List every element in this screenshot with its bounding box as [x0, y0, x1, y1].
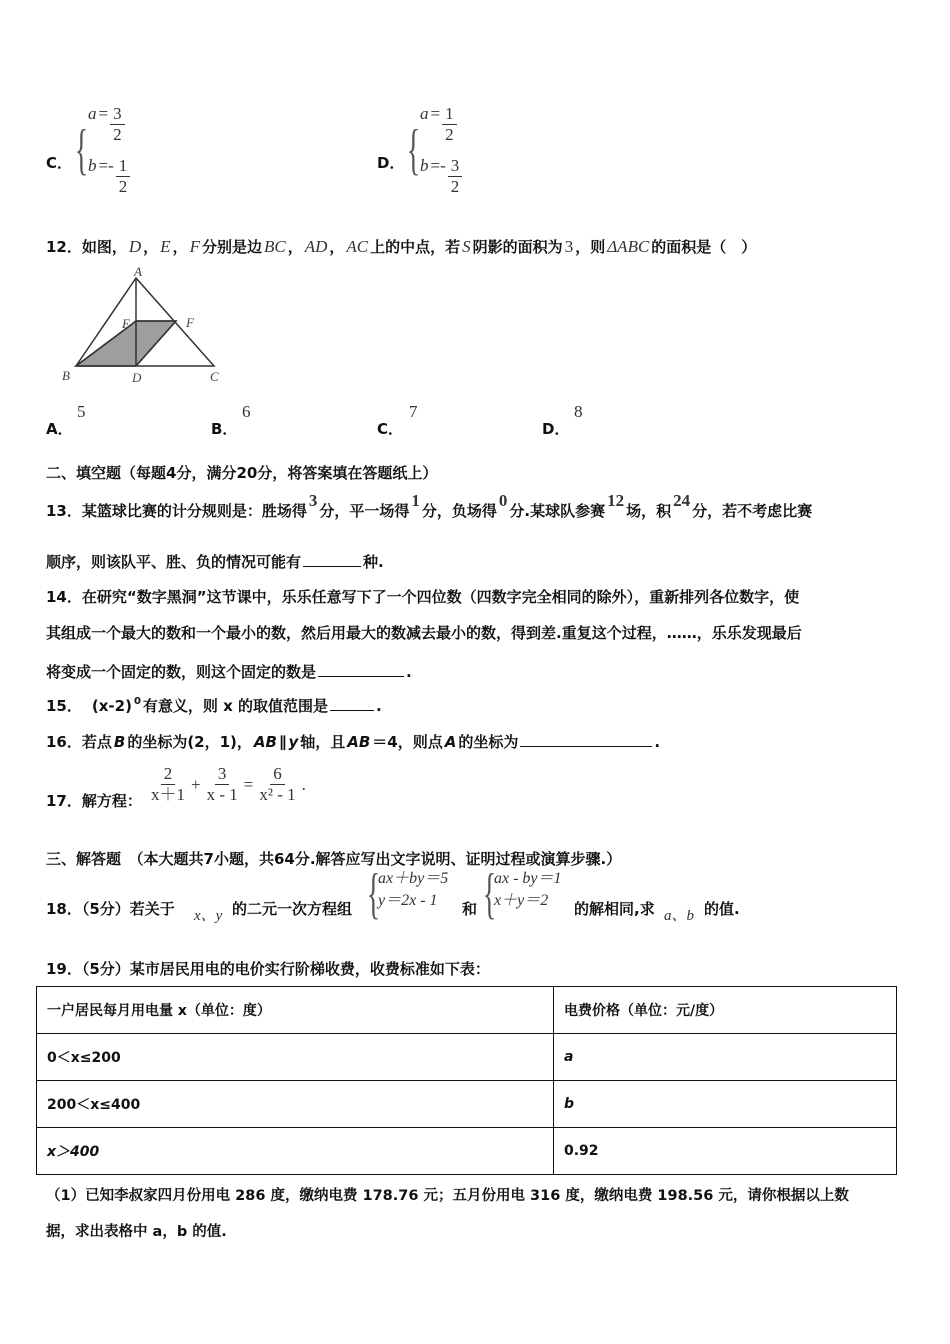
answer-blank	[318, 660, 404, 677]
table-cell-price: a	[554, 1034, 897, 1081]
table-cell-range: 200＜x≤400	[37, 1081, 554, 1128]
q12-option-c-label: C．	[377, 420, 404, 438]
fraction: $\frac{1}{2}$	[116, 156, 131, 197]
table-cell-range: 0＜x≤200	[37, 1034, 554, 1081]
q12-option-d-label: D．	[542, 420, 570, 438]
pricing-table	[36, 986, 897, 1175]
q18-prefix: 18．（5分）若关于	[46, 900, 175, 918]
fraction: $\frac{1}{2}$	[442, 104, 457, 145]
answer-blank	[520, 730, 652, 747]
fraction-3: $\frac{6}{\text{x² - 1}}$	[259, 764, 296, 804]
label-b: B	[62, 368, 70, 383]
q12-option-b-value: 6	[242, 402, 251, 421]
q12-question: 12．如图， D ， E ， F 分别是边 BC ， AD ， AC 上的中点，若 S 阴影的面积为 3 ，则 ΔABC 的面积是（ ）	[46, 237, 757, 256]
q12-option-c-value: 7	[409, 402, 418, 421]
table-header-usage: 一户居民每月用电量 x（单位：度）	[37, 987, 554, 1034]
q14-line-2: 其组成一个最大的数和一个最小的数，然后用最大的数减去最小的数，得到差.重复这个过程，……，乐乐发现最后	[46, 624, 802, 642]
fraction: $\frac{3}{2}$	[110, 104, 125, 145]
eq: =	[98, 104, 109, 123]
q17-label: 17．解方程：	[46, 792, 142, 810]
section-3-heading: 三、解答题 （本大题共7小题，共64分.解答应写出文字说明、证明过程或演算步骤.）	[46, 850, 622, 868]
q13-line-1: 13．某篮球比赛的计分规则是：胜场得 3 分，平一场得 1 分，负场得 0 分.某球队参赛 12 场，积 24 分，若不考虑比赛	[46, 491, 813, 520]
q15-question: 15． (x-2) 0 有意义，则 x 的取值范围是 .	[46, 696, 382, 715]
var-a: a	[88, 104, 97, 123]
q18-vars-ab: a、b	[664, 908, 695, 924]
fraction: $\frac{3}{2}$	[448, 156, 463, 197]
eq: =-	[98, 156, 114, 175]
q17-equation: $\frac{2}{x+1}$ + $\frac{3}{x - 1}$ = $\frac{6}{\text{x² - 1}}$ .	[148, 764, 306, 805]
q11-option-c-label: C．	[46, 154, 73, 172]
answer-blank	[303, 550, 361, 567]
q18-and: 和	[462, 900, 478, 918]
q19-part1-line-1: （1）已知李叔家四月份用电 286 度，缴纳电费 178.76 元；五月份用电 316 度，缴纳电费 198.56 元，请你根据以上数	[46, 1188, 849, 1204]
fraction-1: $\frac{2}{x+1}$	[151, 764, 185, 804]
section-2-heading: 二、填空题（每题4分，满分20分，将答案填在答题纸上）	[46, 464, 438, 482]
q18-text-4: 的值.	[704, 900, 740, 918]
q18-vars-xy: x、y	[194, 908, 223, 924]
eq: =	[430, 104, 441, 123]
table-header-row	[37, 987, 897, 1034]
var-a: a	[420, 104, 429, 123]
label-e: E	[122, 316, 130, 331]
table-row	[37, 1081, 897, 1128]
label-c: C	[210, 369, 219, 384]
q11-option-d-label: D．	[377, 154, 405, 172]
table-row	[37, 1128, 897, 1175]
q12-option-b-label: B．	[211, 420, 238, 438]
var-b: b	[88, 156, 97, 175]
eq: =-	[430, 156, 446, 175]
var-b: b	[420, 156, 429, 175]
q12-option-a-label: A．	[46, 420, 73, 438]
brace-icon: {	[74, 119, 89, 181]
q14-line-1: 14．在研究“数字黑洞”这节课中，乐乐任意写下了一个四位数（四数字完全相同的除外），重新排列各位数字，使	[46, 588, 800, 606]
q16-question: 16．若点 B 的坐标为(2，1)， AB ∥ y 轴，且 AB ＝4，则点 A 的坐标为 .	[46, 730, 660, 752]
table-cell-price: b	[554, 1081, 897, 1128]
label-f: F	[186, 315, 194, 330]
q14-line-3: 将变成一个固定的数，则这个固定的数是 .	[46, 660, 412, 682]
exam-page: C． { a = $\frac{3}{2}$ b =- $\frac{1}{2}$ D． { a = $\frac{1}{2}$ b =- $\frac{3}{2}$ 12．如图， D ， E ， F 分别是边 BC ， AD ， AC 上的中点，若 S 阴影的面积为 3 ，则 ΔABC 的面积是（ ） A E F B D C A． 5 B． 6 C． 7 D． 8 二、填空题（每题4分，满分20分，将答案填在答题纸上） 13．某篮球比赛的计分规则是：胜场得 3 分，平一场得 1 分，负场得 0 分.某球队参赛 12 场，积 24 分，若不考虑比赛 顺序，则该队平、胜、负的情况可能有 种. 14．在研究“数字黑洞”这节课中，乐乐任意写下了一个四位数（四数字完全相同的除外），重新排列各位数字，使 其组成一个最大的数和一个最小的数，然后用最大的数减去最小的数，得到差.重复这个过程，……，乐乐发现最后 将变成一个固定的数，则这个固定的数是 . 15． (x-2) 0 有意义，则 x 的取值范围是 . 16．若点 B 的坐标为(2，1)， AB ∥ y 轴，且 AB ＝4，则点 A 的坐标为 . 17．解方程： $\frac{2}{x+1}$ + $\frac{3}{x - 1}$ = $\frac{6}{\text{x² - 1}}$ . 三、解答题 （本大题共7小题，共64分.解答应写出文字说明、证明过程或演算步骤.） 18．（5分）若关于 x、y 的二元一次方程组 { ax＋by＝5 y＝2x - 1 和 { ax - by＝1 x＋y＝2 的解相同,求 a、b 的值. 19．（5分）某市居民用电的电价实行阶梯收费，收费标准如下表： 一户居民每月用电量 x（单位：度） 电费价格（单位：元/度） 0＜x≤200 a 200＜x≤400 b x＞400 0.92 （1）已知李叔家四月份用电 286 度，缴纳电费 178.76 元；五月份用电 316 度，缴纳电费 198.56 元，请你根据以上数 据，求出表格中 a，b 的值.	[0, 0, 950, 1344]
q19-part1-line-2: 据，求出表格中 a，b 的值.	[46, 1224, 227, 1240]
q18-text-2: 的二元一次方程组	[232, 900, 353, 918]
triangle-figure	[56, 266, 236, 388]
label-a: A	[134, 266, 142, 279]
table-header-price: 电费价格（单位：元/度）	[554, 987, 897, 1034]
fraction-2: $\frac{3}{x - 1}$	[206, 764, 238, 804]
table-cell-range: x＞400	[37, 1128, 554, 1175]
q13-line-2: 顺序，则该队平、胜、负的情况可能有 种.	[46, 550, 384, 572]
answer-blank	[330, 694, 374, 711]
q19-intro: 19．（5分）某市居民用电的电价实行阶梯收费，收费标准如下表：	[46, 960, 490, 978]
q18-text-3: 的解相同,求	[574, 900, 655, 918]
brace-icon: {	[482, 863, 497, 925]
table-cell-price: 0.92	[554, 1128, 897, 1175]
brace-icon: {	[366, 863, 381, 925]
brace-icon: {	[406, 119, 421, 181]
q12-option-a-value: 5	[77, 402, 86, 421]
table-row	[37, 1034, 897, 1081]
label-d: D	[132, 370, 142, 385]
q12-option-d-value: 8	[574, 402, 583, 421]
